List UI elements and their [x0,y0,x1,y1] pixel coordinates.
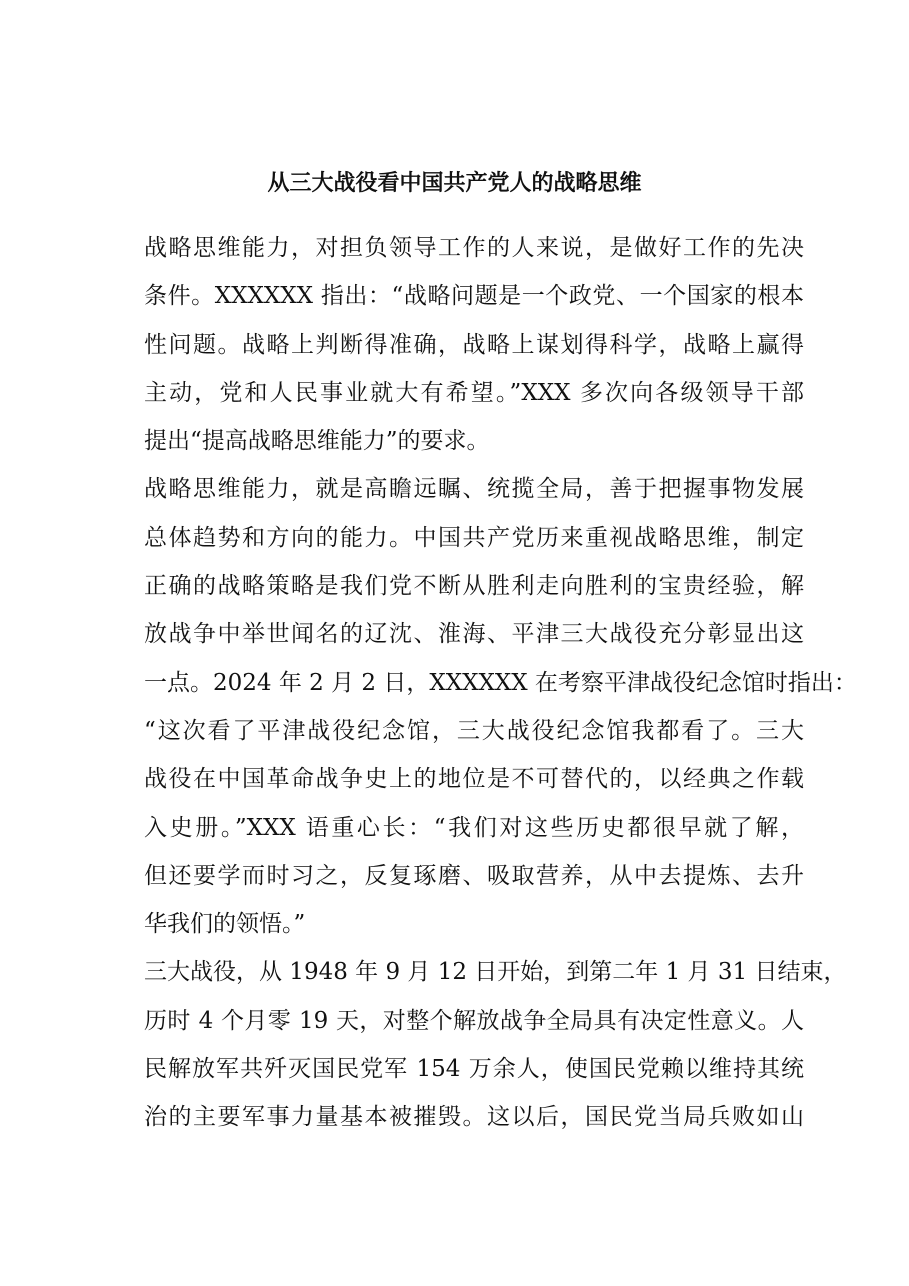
text-line: 正确的战略策略是我们党不断从胜利走向胜利的宝贵经验，解 [144,573,804,600]
text-line: 但还要学而时习之，反复琢磨、吸取营养，从中去提炼、去升 [144,862,804,889]
text-line: 放战争中举世闻名的辽沈、淮海、平津三大战役充分彰显出这 [144,621,804,648]
text-line: 战役在中国革命战争史上的地位是不可替代的，以经典之作载 [144,766,804,793]
paragraph-3 [144,948,847,1141]
paragraph-1 [144,224,804,465]
text-line: 一点。2024 年 2 月 2 日，XXXXXX 在考察平津战役纪念馆时指出： [144,669,857,696]
document-body [144,224,857,1142]
text-line: 总体趋势和方向的能力。中国共产党历来重视战略思维，制定 [144,524,804,551]
text-line: 入史册。”XXX 语重心长：“我们对这些历史都很早就了解， [144,814,804,841]
text-line: 民解放军共歼灭国民党军 154 万余人，使国民党赖以维持其统 [144,1056,804,1083]
text-line: 主动，党和人民事业就大有希望。”XXX 多次向各级领导干部 [144,379,804,406]
text-line: 条件。XXXXXX 指出：“战略问题是一个政党、一个国家的根本 [144,283,804,310]
text-line: 性问题。战略上判断得准确，战略上谋划得科学，战略上赢得 [144,331,804,358]
text-line: 华我们的领悟。” [144,911,306,938]
text-line: “这次看了平津战役纪念馆，三大战役纪念馆我都看了。三大 [144,717,804,744]
text-line: 治的主要军事力量基本被摧毁。这以后，国民党当局兵败如山 [144,1104,804,1131]
document-title: 从三大战役看中国共产党人的战略思维 [267,170,642,196]
text-line: 提出“提高战略思维能力”的要求。 [144,428,490,455]
text-line: 战略思维能力，对担负领导工作的人来说，是做好工作的先决 [144,235,804,261]
text-line: 三大战役，从 1948 年 9 月 12 日开始，到第二年 1 月 31 日结束， [144,959,847,986]
paragraph-2 [144,465,857,948]
text-line: 战略思维能力，就是高瞻远瞩、统揽全局，善于把握事物发展 [144,476,804,503]
text-line: 历时 4 个月零 19 天，对整个解放战争全局具有决定性意义。人 [144,1007,804,1034]
